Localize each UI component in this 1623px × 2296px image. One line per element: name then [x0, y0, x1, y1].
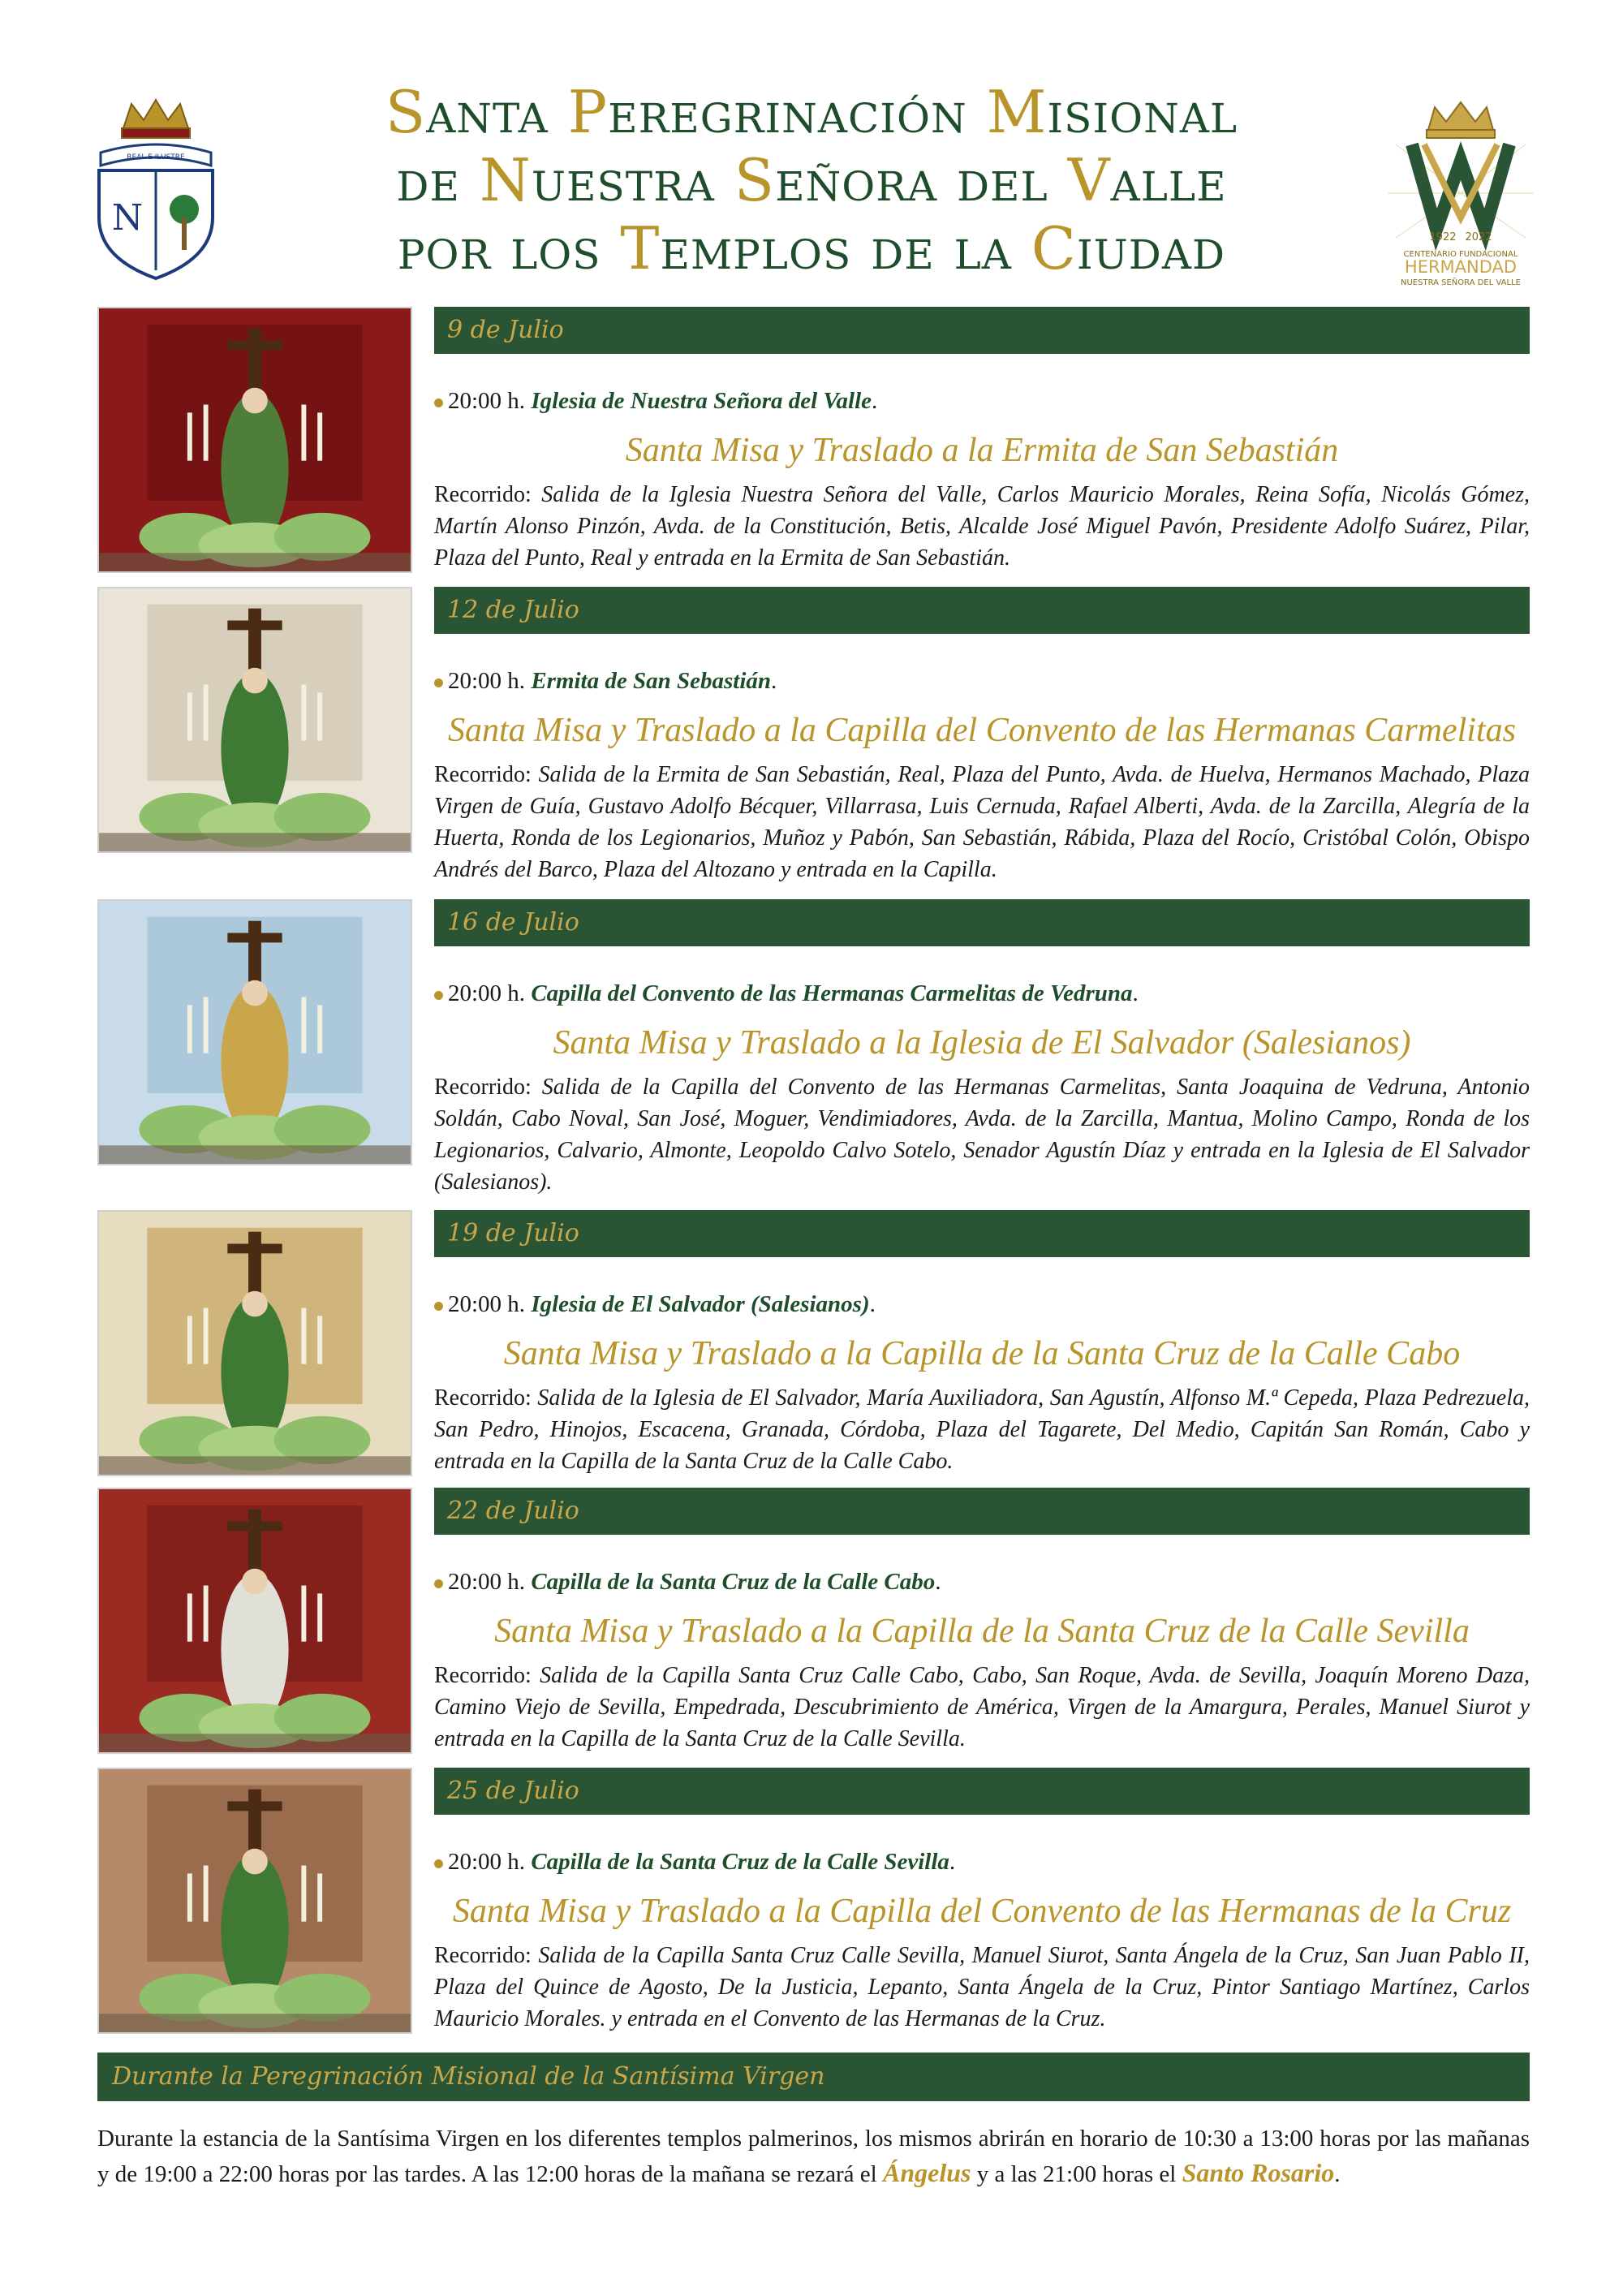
- event-subtitle: Santa Misa y Traslado a la Capilla del Convento de las Hermanas de la Cruz: [452, 1893, 1512, 1930]
- centenary-logo: [1380, 96, 1542, 291]
- event-date: 9 de Julio: [434, 307, 1530, 354]
- title-segment: P: [567, 78, 609, 146]
- year-left: 1922: [1429, 231, 1457, 243]
- event-place: Capilla de la Santa Cruz de la Calle Cabo: [531, 1569, 936, 1595]
- logo-line2: HERMANDAD: [1404, 257, 1518, 277]
- year-right: 2022: [1465, 231, 1492, 243]
- event-time-place: [434, 1569, 941, 1596]
- route-text: Salida de la Capilla Santa Cruz Calle Cabo, Cabo, San Roque, Avda. de Sevilla, Joaquín Moreno Daza, Camino Viejo de Sevilla, Empedrada, Descubrimiento de América, Virgen de la Amargura, Perales, Manuel Siurot y entrada en la Capilla de la Santa Cruz de la Calle Sevilla.: [434, 1663, 1530, 1751]
- title-segment: T: [620, 214, 661, 282]
- event-route: [434, 479, 1530, 574]
- event-time: 20:00 h.: [448, 1569, 526, 1595]
- event-subtitle: Santa Misa y Traslado a la Capilla de la Santa Cruz de la Calle Sevilla: [494, 1613, 1470, 1650]
- event-time-place: [434, 980, 1139, 1007]
- logo-line1: CENTENARIO FUNDACIONAL: [1403, 250, 1518, 259]
- event-place-period: .: [1132, 980, 1139, 1006]
- event-time: 20:00 h.: [448, 1291, 526, 1317]
- event-route: [434, 1382, 1530, 1477]
- route-label: Recorrido:: [434, 482, 532, 507]
- event-place: Ermita de San Sebastián: [531, 668, 772, 694]
- event-place-period: .: [771, 668, 777, 694]
- title-segment: V: [1067, 146, 1111, 214]
- event-subtitle: Santa Misa y Traslado a la Iglesia de El Salvador (Salesianos): [553, 1024, 1411, 1062]
- event-place-period: .: [869, 1291, 876, 1317]
- title-segment: S: [734, 146, 776, 214]
- final-text-c: .: [1334, 2161, 1341, 2187]
- event-time: 20:00 h.: [448, 388, 526, 414]
- event-route: [434, 759, 1530, 885]
- event-time: 20:00 h.: [448, 980, 526, 1006]
- event-place: Capilla del Convento de las Hermanas Carmelitas de Vedruna: [531, 980, 1133, 1006]
- event-subtitle: Santa Misa y Traslado a la Capilla de la Santa Cruz de la Calle Cabo: [503, 1335, 1461, 1372]
- route-text: Salida de la Capilla Santa Cruz Calle Sevilla, Manuel Siurot, Santa Ángela de la Cruz, San Juan Pablo II, Plaza del Quince de Agosto, De la Justicia, Lepanto, Santa Ángela de la Cruz, Pintor Santiago Martínez, Carlos Mauricio Morales. y entrada en el Convento de las Hermanas de la Cruz.: [434, 1943, 1530, 2031]
- route-text: Salida de la Iglesia de El Salvador, María Auxiliadora, San Agustín, Alfonso M.ª Cepeda, Plaza Pedrezuela, San Pedro, Hinojos, Escacena, Granada, Córdoba, Plaza del Tagarete, Del Medio, Capitán San Román, Cabo y entrada en la Capilla de la Santa Cruz de la Calle Cabo.: [434, 1385, 1530, 1474]
- event-place: Iglesia de El Salvador (Salesianos): [531, 1291, 870, 1317]
- event-time-place: [434, 1849, 955, 1876]
- title-line: [252, 214, 1371, 282]
- title-segment: isional: [1047, 78, 1238, 146]
- title-segment: M: [986, 78, 1048, 146]
- route-label: Recorrido:: [434, 1663, 532, 1688]
- event-date: 12 de Julio: [434, 587, 1530, 634]
- final-section-header: Durante la Peregrinación Misional de la Santísima Virgen: [97, 2053, 1530, 2101]
- event-time: 20:00 h.: [448, 1849, 526, 1875]
- rosario-highlight: Santo Rosario: [1182, 2158, 1335, 2187]
- angelus-highlight: Ángelus: [882, 2158, 971, 2187]
- route-label: Recorrido:: [434, 762, 532, 787]
- bullet-icon: [434, 398, 443, 407]
- title-segment: C: [1031, 214, 1077, 282]
- event-date: 22 de Julio: [434, 1488, 1530, 1535]
- header: [0, 0, 1623, 300]
- title-segment: alle: [1110, 146, 1227, 214]
- bullet-icon: [434, 1579, 443, 1588]
- route-text: Salida de la Ermita de San Sebastián, Real, Plaza del Punto, Avda. de Huelva, Hermanos Machado, Plaza Virgen de Guía, Gustavo Adolfo Bécquer, Villarrasa, Luis Cernuda, Rafael Alberti, Avda. de la Zarcilla, Alegría de la Huerta, Ronda de los Legionarios, Muñoz y Pabón, San Sebastián, Rábida, Plaza del Rocío, Cristóbal Colón, Obispo Andrés del Barco, Plaza del Altozano y entrada en la Capilla.: [434, 762, 1530, 882]
- final-text-a: Durante la estancia de la Santísima Virgen en los diferentes templos palmerinos, los mismos abrirán en horario de 10:30 a 13:00 horas por las mañanas y de 19:00 a 22:00 horas por las tardes. A las 12:00 horas de la mañana se rezará el: [97, 2126, 1530, 2187]
- event-place: Capilla de la Santa Cruz de la Calle Sevilla: [531, 1849, 949, 1875]
- final-text-b: y a las 21:00 horas el: [971, 2161, 1182, 2187]
- title-segment: de: [396, 146, 480, 214]
- title-segment: uestra: [531, 146, 734, 214]
- logo-line3: NUESTRA SEÑORA DEL VALLE: [1401, 278, 1521, 287]
- event-place-period: .: [935, 1569, 941, 1595]
- event-route: [434, 1071, 1530, 1198]
- altar-photo: [97, 1488, 412, 1754]
- bullet-icon: [434, 991, 443, 1000]
- altar-photo: [97, 899, 412, 1165]
- route-text: Salida de la Iglesia Nuestra Señora del Valle, Carlos Mauricio Morales, Reina Sofía, Nicolás Gómez, Martín Alonso Pinzón, Avda. de la Constitución, Betis, Alcalde José Miguel Pavón, Presidente Adolfo Suárez, Pilar, Plaza del Punto, Real y entrada en la Ermita de San Sebastián.: [434, 482, 1530, 571]
- title-segment: S: [385, 78, 427, 146]
- title-segment: por los: [397, 214, 621, 282]
- altar-photo: [97, 587, 412, 853]
- event-time: 20:00 h.: [448, 668, 526, 694]
- event-route: [434, 1660, 1530, 1755]
- bullet-icon: [434, 1859, 443, 1868]
- title-line: [252, 78, 1371, 146]
- event-time-place: [434, 1291, 876, 1318]
- title-segment: iudad: [1076, 214, 1226, 282]
- route-label: Recorrido:: [434, 1075, 532, 1100]
- bullet-icon: [434, 678, 443, 687]
- bullet-icon: [434, 1302, 443, 1311]
- event-route: [434, 1940, 1530, 2035]
- brotherhood-crest-icon: [91, 96, 221, 282]
- event-date: 16 de Julio: [434, 899, 1530, 946]
- title-segment: anta: [426, 78, 568, 146]
- title-segment: eñora del: [775, 146, 1068, 214]
- route-text: Salida de la Capilla del Convento de las Hermanas Carmelitas, Santa Joaquina de Vedruna, Antonio Soldán, Cabo Noval, San José, Moguer, Vendimiadores, Avda. de la Zarcilla, Mantua, Molino Campo, Ronda de los Legionarios, Calvario, Almonte, Leopoldo Calvo Sotelo, Senador Agustín Díaz y entrada en la Iglesia de El Salvador (Salesianos).: [434, 1075, 1530, 1195]
- event-place-period: .: [872, 388, 878, 414]
- event-subtitle: Santa Misa y Traslado a la Ermita de San Sebastián: [625, 432, 1339, 469]
- altar-photo: [97, 1768, 412, 2034]
- event-date: 19 de Julio: [434, 1210, 1530, 1257]
- event-place-period: .: [949, 1849, 956, 1875]
- event-date: 25 de Julio: [434, 1768, 1530, 1815]
- final-section-text: [97, 2122, 1530, 2191]
- crest-banner-text: REAL E ILUSTRE: [127, 153, 185, 162]
- altar-photo: [97, 1210, 412, 1476]
- title-segment: eregrinación: [608, 78, 987, 146]
- event-time-place: [434, 388, 877, 415]
- page-title: [252, 78, 1371, 282]
- route-label: Recorrido:: [434, 1385, 532, 1411]
- event-subtitle: Santa Misa y Traslado a la Capilla del Convento de las Hermanas Carmelitas: [447, 712, 1516, 749]
- title-segment: N: [479, 146, 532, 214]
- svg-text:N: N: [111, 197, 144, 239]
- crown-icon: [1427, 102, 1495, 138]
- event-place: Iglesia de Nuestra Señora del Valle: [531, 388, 872, 414]
- altar-photo: [97, 307, 412, 573]
- title-line: [252, 146, 1371, 214]
- event-time-place: [434, 668, 777, 695]
- title-segment: emplos de la: [660, 214, 1031, 282]
- route-label: Recorrido:: [434, 1943, 532, 1968]
